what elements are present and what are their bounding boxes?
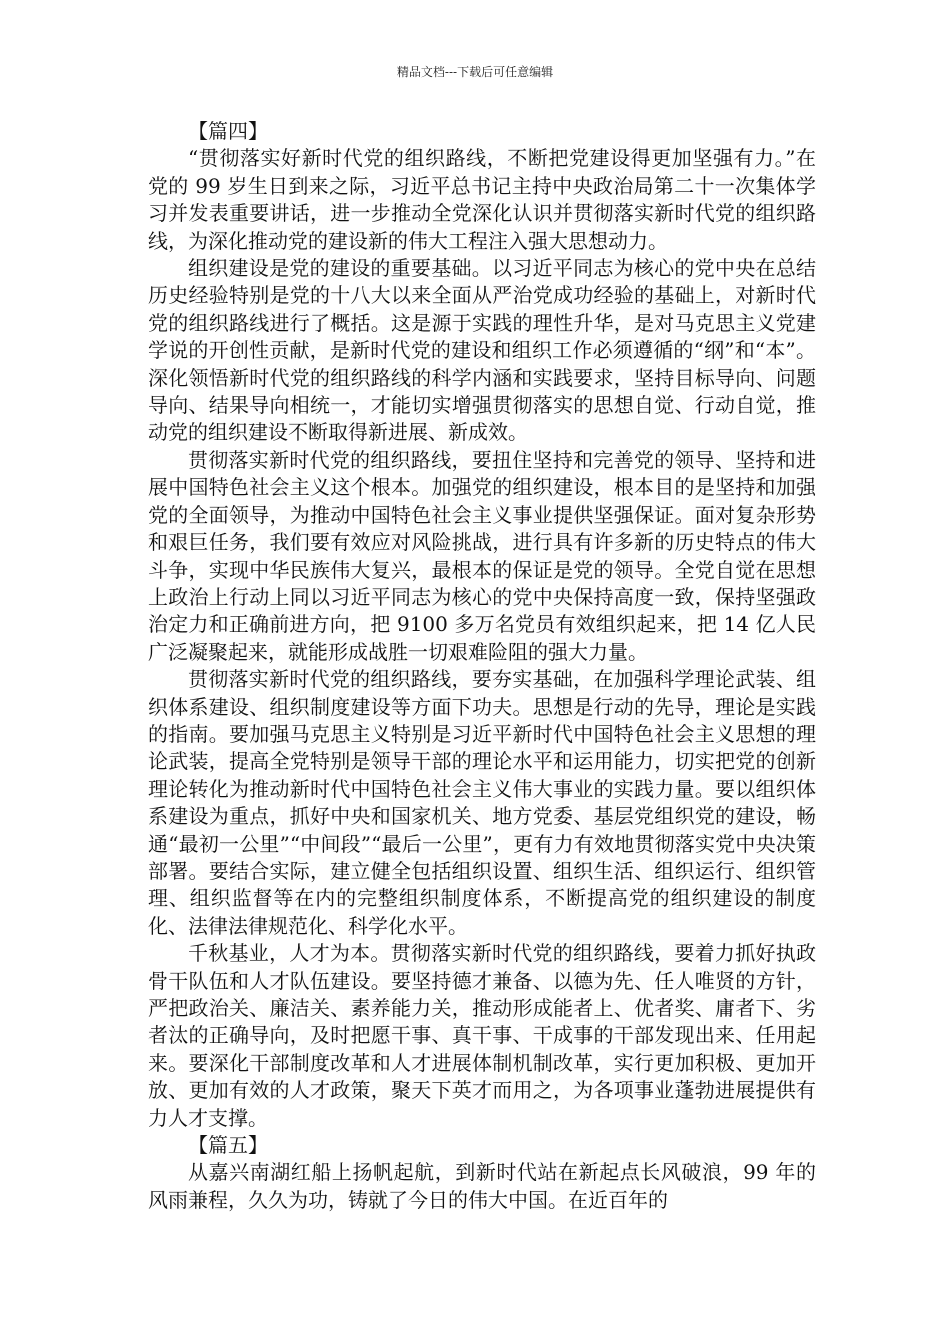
paragraph: 贯彻落实新时代党的组织路线，要夯实基础，在加强科学理论武装、组织体系建设、组织制度建设等方面下功夫。思想是行动的先导，理论是实践的指南。要加强马克思主义特别是习近平新时代中国特色社会主义思想的理论武装，提高全党特别是领导干部的理论水平和运用能力，切实把党的创新理论转化为推动新时代中国特色社会主义伟大事业的实践力量。要以组织体系建设为重点，抓好中央和国家机关、地方党委、基层党组织党的建设，畅通“最初一公里”“中间段”“最后一公里”，更有力有效地贯彻落实党中央决策部署。要结合实际，建立健全包括组织设置、组织生活、组织运行、组织管理、组织监督等在内的完整组织制度体系，不断提高党的组织建设的制度化、法律法律规范化、科学化水平。 <box>148 667 816 938</box>
paragraph: 贯彻落实新时代党的组织路线，要扭住坚持和完善党的领导、坚持和进展中国特色社会主义这个根本。加强党的组织建设，根本目的是坚持和加强党的全面领导，为推动中国特色社会主义事业提供坚强保证。面对复杂形势和艰巨任务，我们要有效应对风险挑战，进行具有许多新的历史特点的伟大斗争，实现中华民族伟大复兴，最根本的保证是党的领导。全党自觉在思想上政治上行动上同以习近平同志为核心的党中央保持高度一致，保持坚强政治定力和正确前进方向，把 9100 多万名党员有效组织起来，把 14 亿人民广泛凝聚起来，就能形成战胜一切艰难险阻的强大力量。 <box>148 447 816 664</box>
paragraph: 千秋基业，人才为本。贯彻落实新时代党的组织路线，要着力抓好执政骨干队伍和人才队伍建设。要坚持德才兼备、以德为先、任人唯贤的方针，严把政治关、廉洁关、素养能力关，推动形成能者上、优者奖、庸者下、劣者汰的正确导向，及时把愿干事、真干事、干成事的干部发现出来、任用起来。要深化干部制度改革和人才进展体制机制改革，实行更加积极、更加开放、更加有效的人才政策，聚天下英才而用之，为各项事业蓬勃进展提供有力人才支撑。 <box>148 941 816 1130</box>
section-heading-5: 【篇五】 <box>188 1133 268 1158</box>
paragraph: “贯彻落实好新时代党的组织路线，不断把党建设得更加坚强有力。”在党的 99 岁生日到来之际，习近平总书记主持中央政治局第二十一次集体学习并发表重要讲话，进一步推动全党深化认识并贯彻落实新时代党的组织路线，为深化推动党的建设新的伟大工程注入强大思想动力。 <box>148 146 816 253</box>
paragraph: 从嘉兴南湖红船上扬帆起航，到新时代站在新起点长风破浪，99 年的风雨兼程，久久为功，铸就了今日的伟大中国。在近百年的 <box>148 1160 816 1212</box>
paragraph: 组织建设是党的建设的重要基础。以习近平同志为核心的党中央在总结历史经验特别是党的十八大以来全面从严治党成功经验的基础上，对新时代党的组织路线进行了概括。这是源于实践的理性升华，是对马克思主义党建学说的开创性贡献，是新时代党的建设和组织工作必须遵循的“纲”和“本”。深化领悟新时代党的组织路线的科学内涵和实践要求，坚持目标导向、问题导向、结果导向相统一，才能切实增强贯彻落实的思想自觉、行动自觉，推动党的组织建设不断取得新进展、新成效。 <box>148 256 816 445</box>
section-heading-4: 【篇四】 <box>188 119 268 143</box>
document-body <box>148 118 816 1214</box>
page-header: 精品文档---下载后可任意编辑 <box>396 65 554 79</box>
